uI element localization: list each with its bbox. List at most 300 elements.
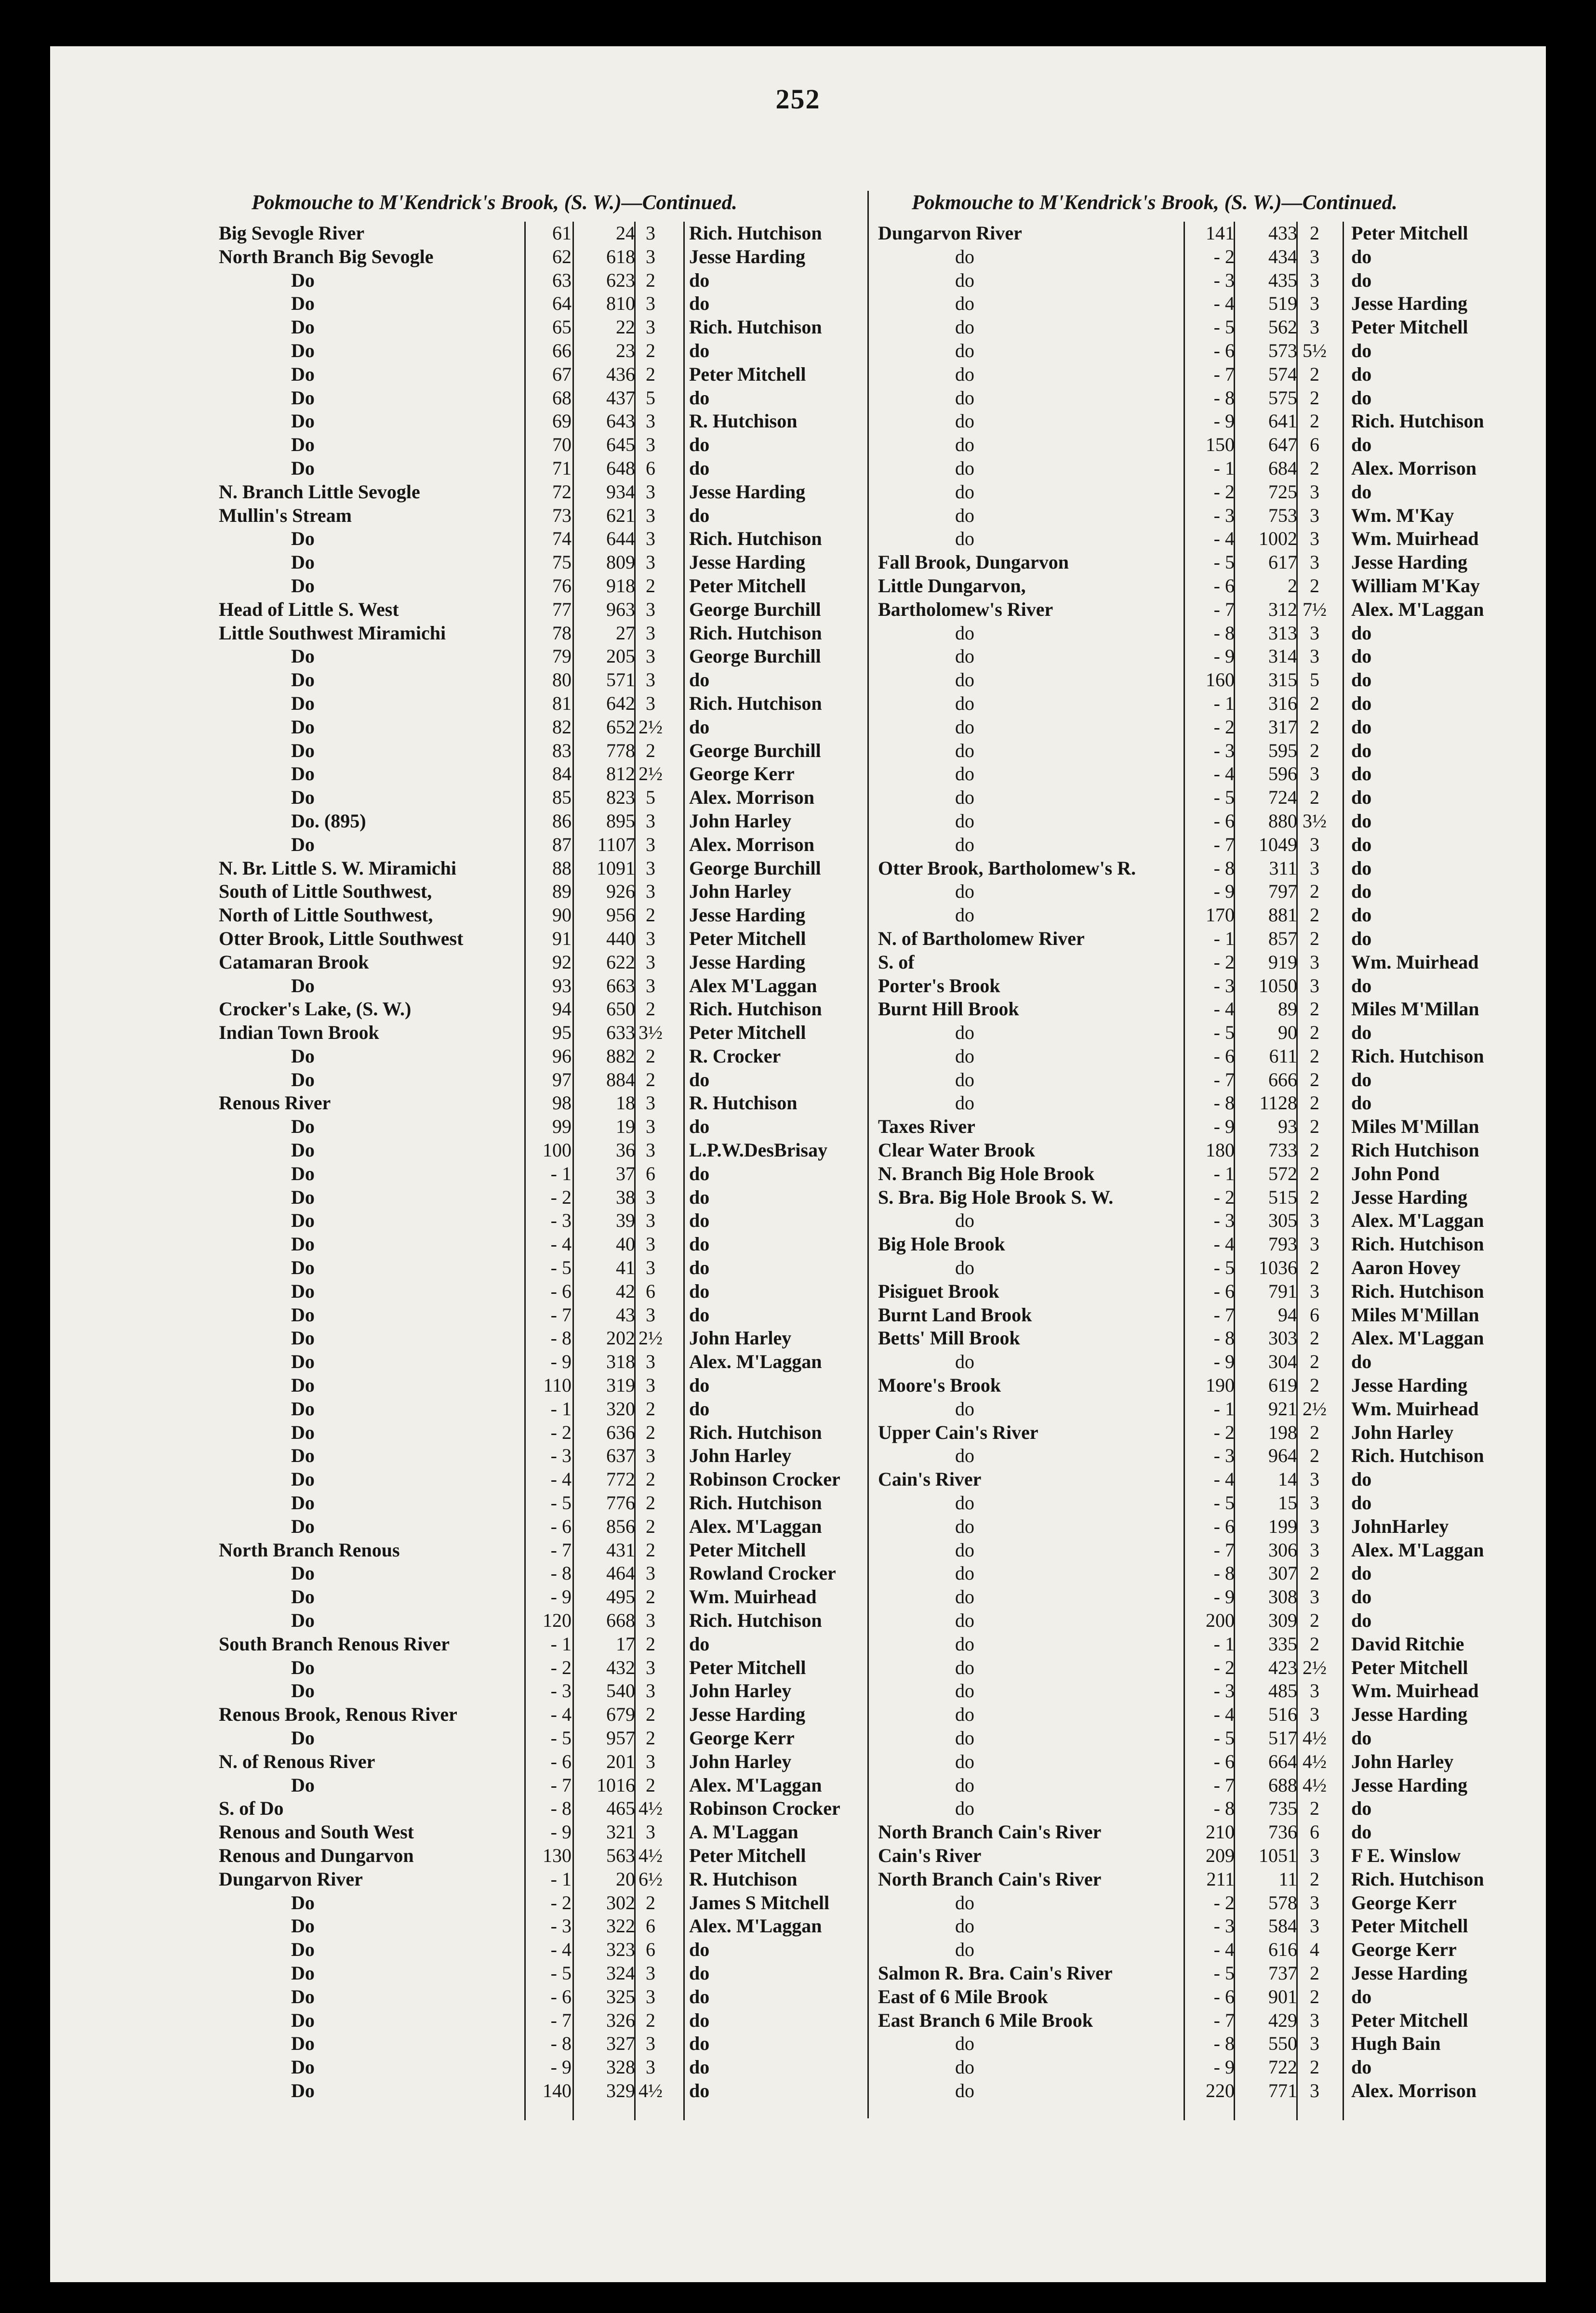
location-name: Catamaran Brook <box>219 951 369 973</box>
acres-value: 312 <box>1268 598 1297 620</box>
class-value: 5 <box>1310 669 1319 691</box>
lot-number: - 3 <box>550 1210 572 1232</box>
class-value: 2 <box>1310 1609 1319 1632</box>
applicant-name: do <box>1351 339 1372 361</box>
column-divider <box>867 191 869 2118</box>
location-name: do <box>955 1562 974 1584</box>
class-value: 2 <box>1310 1092 1319 1114</box>
class-value: 2 <box>1310 927 1319 949</box>
location-name: Do <box>291 1562 315 1584</box>
location-name: Do <box>291 2009 315 2031</box>
applicant-name: Alex. M'Laggan <box>689 1351 822 1373</box>
right-table-row <box>878 480 1514 504</box>
class-value: 2 <box>1310 1985 1319 2007</box>
acres-value: 771 <box>1268 2079 1297 2101</box>
lot-number: 160 <box>1206 669 1235 691</box>
acres-value: 1107 <box>597 833 635 855</box>
location-name: Cain's River <box>878 1844 982 1866</box>
class-value: 2 <box>646 1468 655 1490</box>
applicant-name: Jesse Harding <box>1351 1774 1468 1796</box>
lot-number: 72 <box>552 480 572 503</box>
acres-value: 1049 <box>1259 833 1297 855</box>
location-name: North Branch Renous <box>219 1539 400 1561</box>
location-name: do <box>955 363 974 385</box>
class-value: 2 <box>646 1421 655 1443</box>
lot-number: 62 <box>552 245 572 267</box>
applicant-name: do <box>689 1233 710 1255</box>
right-table-row <box>878 433 1514 457</box>
class-value: 3 <box>646 1092 655 1114</box>
lot-number: 66 <box>552 339 572 361</box>
lot-number: - 7 <box>550 1774 572 1796</box>
lot-number: 141 <box>1206 222 1235 244</box>
right-table-row <box>878 1938 1514 1962</box>
acres-value: 19 <box>616 1116 635 1138</box>
applicant-name: Jesse Harding <box>689 951 806 973</box>
lot-number: - 4 <box>1213 998 1235 1020</box>
location-name: Do <box>291 1303 315 1326</box>
right-table-row <box>878 1985 1514 2009</box>
applicant-name: do <box>689 269 710 291</box>
class-value: 3 <box>646 951 655 973</box>
applicant-name: do <box>689 669 710 691</box>
location-name: do <box>955 528 974 550</box>
acres-value: 515 <box>1268 1186 1297 1208</box>
right-table-row <box>878 1256 1514 1280</box>
location-name: Do <box>291 1468 315 1490</box>
left-table-row <box>219 1186 855 1210</box>
lot-number: - 1 <box>1213 692 1235 714</box>
acres-value: 776 <box>606 1492 635 1514</box>
acres-value: 11 <box>1278 1868 1297 1890</box>
lot-number: 73 <box>552 504 572 526</box>
applicant-name: do <box>1351 1985 1372 2007</box>
class-value: 3 <box>646 504 655 526</box>
location-name: do <box>955 1915 974 1937</box>
lot-number: 140 <box>543 2079 572 2101</box>
lot-number: - 3 <box>1213 1680 1235 1702</box>
class-value: 6 <box>646 1915 655 1937</box>
acres-value: 778 <box>606 739 635 761</box>
lot-number: 70 <box>552 434 572 456</box>
right-table-row <box>878 997 1514 1021</box>
class-value: 3 <box>646 1562 655 1584</box>
acres-value: 735 <box>1268 1797 1297 1820</box>
applicant-name: Jesse Harding <box>1351 551 1468 573</box>
acres-value: 663 <box>606 974 635 997</box>
applicant-name: do <box>1351 810 1372 832</box>
class-value: 3 <box>1310 1891 1319 1914</box>
applicant-name: do <box>1351 1586 1372 1608</box>
right-table-row <box>878 504 1514 528</box>
class-value: 3 <box>646 974 655 997</box>
lot-number: - 3 <box>1213 504 1235 526</box>
lot-number: - 8 <box>1213 386 1235 409</box>
applicant-name: Rich. Hutchison <box>1351 1868 1484 1890</box>
applicant-name: Wm. Muirhead <box>1351 1680 1479 1702</box>
location-name: S. Bra. Big Hole Brook S. W. <box>878 1186 1114 1208</box>
applicant-name: do <box>689 1186 710 1208</box>
class-value: 2 <box>1310 410 1319 432</box>
left-table-row <box>219 739 855 763</box>
acres-value: 464 <box>606 1562 635 1584</box>
acres-value: 17 <box>616 1633 635 1655</box>
applicant-name: Peter Mitchell <box>689 927 806 949</box>
applicant-name: James S Mitchell <box>689 1891 830 1914</box>
applicant-name: George Kerr <box>1351 1891 1457 1914</box>
lot-number: - 4 <box>550 1233 572 1255</box>
right-table-row <box>878 1350 1514 1374</box>
left-table-row <box>219 904 855 927</box>
lot-number: 96 <box>552 1045 572 1067</box>
location-name: Renous and Dungarvon <box>219 1844 414 1866</box>
class-value: 2½ <box>638 1327 663 1349</box>
applicant-name: Alex. Morrison <box>689 833 814 855</box>
location-name: Do <box>291 1515 315 1537</box>
lot-number: 93 <box>552 974 572 997</box>
right-table-row <box>878 1091 1514 1115</box>
class-value: 3 <box>646 1351 655 1373</box>
class-value: 2 <box>1310 1186 1319 1208</box>
applicant-name: Wm. Muirhead <box>1351 528 1479 550</box>
right-table-row <box>878 292 1514 316</box>
applicant-name: Jesse Harding <box>689 551 806 573</box>
lot-number: - 7 <box>1213 1774 1235 1796</box>
acres-value: 429 <box>1268 2009 1297 2031</box>
class-value: 4½ <box>1303 1774 1327 1796</box>
applicant-name: Jesse Harding <box>689 904 806 926</box>
left-table-row <box>219 645 855 668</box>
lot-number: 80 <box>552 669 572 691</box>
applicant-name: John Harley <box>689 1750 792 1772</box>
acres-value: 623 <box>606 269 635 291</box>
acres-value: 306 <box>1268 1539 1297 1561</box>
applicant-name: Jesse Harding <box>689 1703 806 1726</box>
right-column-header: Pokmouche to M'Kendrick's Brook, (S. W.)—Continued. <box>912 191 1397 214</box>
location-name: do <box>955 1750 974 1772</box>
applicant-name: John Harley <box>1351 1750 1454 1772</box>
location-name: Do <box>291 2056 315 2078</box>
lot-number: 77 <box>552 598 572 620</box>
right-table-row <box>878 951 1514 974</box>
acres-value: 36 <box>616 1139 635 1161</box>
right-table-row <box>878 410 1514 433</box>
applicant-name: do <box>1351 857 1372 879</box>
applicant-name: do <box>689 339 710 361</box>
right-table-row <box>878 833 1514 857</box>
acres-value: 596 <box>1268 763 1297 785</box>
location-name: N. Branch Big Hole Brook <box>878 1162 1095 1184</box>
applicant-name: do <box>1351 434 1372 456</box>
lot-number: - 4 <box>1213 528 1235 550</box>
right-table-row <box>878 2009 1514 2033</box>
class-value: 4½ <box>638 1844 663 1866</box>
location-name: Otter Brook, Little Southwest <box>219 927 464 949</box>
applicant-name: Rich. Hutchison <box>689 998 822 1020</box>
left-table-row <box>219 1797 855 1821</box>
applicant-name: Miles M'Millan <box>1351 998 1479 1020</box>
right-table-row <box>878 622 1514 645</box>
left-table-row <box>219 574 855 598</box>
lot-number: - 6 <box>1213 574 1235 597</box>
location-name: Taxes River <box>878 1116 975 1138</box>
class-value: 6 <box>1310 434 1319 456</box>
right-table-row <box>878 1209 1514 1233</box>
lot-number: - 3 <box>1213 974 1235 997</box>
right-table-row <box>878 1115 1514 1139</box>
acres-value: 753 <box>1268 504 1297 526</box>
location-name: do <box>955 2056 974 2078</box>
acres-value: 14 <box>1278 1468 1297 1490</box>
left-table-row <box>219 480 855 504</box>
acres-value: 440 <box>606 927 635 949</box>
location-name: Little Dungarvon, <box>878 574 1026 597</box>
class-value: 3 <box>1310 551 1319 573</box>
location-name: Pisiguet Brook <box>878 1280 999 1302</box>
applicant-name: do <box>1351 1468 1372 1490</box>
class-value: 3 <box>1310 763 1319 785</box>
class-value: 2 <box>646 998 655 1020</box>
applicant-name: John Harley <box>689 880 792 903</box>
acres-value: 89 <box>1278 998 1297 1020</box>
left-table-row <box>219 1562 855 1585</box>
applicant-name: R. Hutchison <box>689 410 798 432</box>
class-value: 3 <box>1310 951 1319 973</box>
location-name: N. of Bartholomew River <box>878 927 1085 949</box>
lot-number: - 5 <box>1213 1257 1235 1279</box>
location-name: do <box>955 810 974 832</box>
applicant-name: Alex. M'Laggan <box>1351 598 1484 620</box>
class-value: 2 <box>646 1492 655 1514</box>
class-value: 3 <box>646 1609 655 1632</box>
acres-value: 435 <box>1268 269 1297 291</box>
applicant-name: Alex. M'Laggan <box>689 1774 822 1796</box>
class-value: 3 <box>646 669 655 691</box>
acres-value: 1051 <box>1259 1844 1297 1866</box>
right-table-row <box>878 1327 1514 1350</box>
applicant-name: do <box>689 1374 710 1396</box>
location-name: Do <box>291 1774 315 1796</box>
lot-number: - 2 <box>1213 951 1235 973</box>
class-value: 2 <box>646 739 655 761</box>
location-name: Head of Little S. West <box>219 598 399 620</box>
applicant-name: Alex. M'Laggan <box>1351 1539 1484 1561</box>
left-table-row <box>219 410 855 433</box>
location-name: do <box>955 739 974 761</box>
left-table-row <box>219 504 855 528</box>
location-name: Do <box>291 1727 315 1749</box>
right-table-row <box>878 1562 1514 1585</box>
right-table-row <box>878 927 1514 951</box>
lot-number: 84 <box>552 763 572 785</box>
class-value: 2½ <box>1303 1397 1327 1420</box>
class-value: 2 <box>1310 363 1319 385</box>
lot-number: 209 <box>1206 1844 1235 1866</box>
acres-value: 641 <box>1268 410 1297 432</box>
acres-value: 423 <box>1268 1656 1297 1678</box>
lot-number: - 6 <box>1213 1280 1235 1302</box>
left-table-row <box>219 1844 855 1868</box>
applicant-name: Jesse Harding <box>1351 1962 1468 1984</box>
location-name: Renous and South West <box>219 1821 414 1843</box>
location-name: do <box>955 1445 974 1467</box>
location-name: Do <box>291 763 315 785</box>
location-name: Do <box>291 1656 315 1678</box>
applicant-name: do <box>689 716 710 738</box>
lot-number: - 2 <box>550 1421 572 1443</box>
applicant-name: Aaron Hovey <box>1351 1257 1461 1279</box>
class-value: 2 <box>1310 222 1319 244</box>
class-value: 3 <box>646 833 655 855</box>
acres-value: 584 <box>1268 1915 1297 1937</box>
lot-number: 88 <box>552 857 572 879</box>
class-value: 3 <box>1310 622 1319 644</box>
lot-number: 91 <box>552 927 572 949</box>
acres-value: 18 <box>616 1092 635 1114</box>
acres-value: 550 <box>1268 2033 1297 2055</box>
acres-value: 684 <box>1268 457 1297 479</box>
class-value: 2 <box>1310 386 1319 409</box>
lot-number: - 3 <box>550 1445 572 1467</box>
class-value: 2 <box>1310 739 1319 761</box>
class-value: 3 <box>1310 1680 1319 1702</box>
location-name: Do <box>291 1233 315 1255</box>
lot-number: 83 <box>552 739 572 761</box>
acres-value: 324 <box>606 1962 635 1984</box>
applicant-name: Peter Mitchell <box>689 1022 806 1044</box>
applicant-name: do <box>1351 904 1372 926</box>
class-value: 3 <box>646 1210 655 1232</box>
lot-number: 75 <box>552 551 572 573</box>
applicant-name: A. M'Laggan <box>689 1821 798 1843</box>
applicant-name: Alex. M'Laggan <box>689 1915 822 1937</box>
class-value: 3 <box>646 645 655 667</box>
left-table-row <box>219 1633 855 1656</box>
left-table-row <box>219 927 855 951</box>
acres-value: 884 <box>606 1068 635 1090</box>
applicant-name: do <box>1351 622 1372 644</box>
location-name: Dungarvon River <box>219 1868 363 1890</box>
right-table-row <box>878 1468 1514 1491</box>
class-value: 2 <box>646 1703 655 1726</box>
location-name: Do <box>291 692 315 714</box>
lot-number: - 6 <box>1213 1750 1235 1772</box>
applicant-name: do <box>689 2079 710 2101</box>
applicant-name: Jesse Harding <box>1351 1703 1468 1726</box>
class-value: 3 <box>646 1985 655 2007</box>
lot-number: 71 <box>552 457 572 479</box>
left-table-row <box>219 833 855 857</box>
left-table-row <box>219 1585 855 1609</box>
right-table-row <box>878 1515 1514 1539</box>
applicant-name: Rich. Hutchison <box>1351 410 1484 432</box>
applicant-name: George Kerr <box>1351 1939 1457 1961</box>
location-name: do <box>955 786 974 809</box>
left-table-row <box>219 527 855 551</box>
left-table-row <box>219 1609 855 1633</box>
acres-value: 302 <box>606 1891 635 1914</box>
class-value: 3 <box>1310 269 1319 291</box>
acres-value: 882 <box>606 1045 635 1067</box>
acres-value: 668 <box>606 1609 635 1632</box>
applicant-name: George Burchill <box>689 598 821 620</box>
applicant-name: do <box>1351 763 1372 785</box>
acres-value: 465 <box>606 1797 635 1820</box>
right-table-row <box>878 762 1514 786</box>
acres-value: 562 <box>1268 316 1297 338</box>
acres-value: 578 <box>1268 1891 1297 1914</box>
lot-number: 63 <box>552 269 572 291</box>
acres-value: 733 <box>1268 1139 1297 1161</box>
applicant-name: do <box>1351 833 1372 855</box>
class-value: 3 <box>646 316 655 338</box>
location-name: Mullin's Stream <box>219 504 352 526</box>
applicant-name: do <box>1351 269 1372 291</box>
location-name: Do <box>291 363 315 385</box>
acres-value: 313 <box>1268 622 1297 644</box>
lot-number: - 7 <box>1213 1068 1235 1090</box>
applicant-name: do <box>689 292 710 315</box>
acres-value: 431 <box>606 1539 635 1561</box>
lot-number: 76 <box>552 574 572 597</box>
location-name: Big Sevogle River <box>219 222 365 244</box>
acres-value: 38 <box>616 1186 635 1208</box>
lot-number: - 5 <box>1213 786 1235 809</box>
lot-number: - 8 <box>550 1562 572 1584</box>
lot-number: - 6 <box>1213 1515 1235 1537</box>
class-value: 3 <box>1310 245 1319 267</box>
applicant-name: Peter Mitchell <box>689 1539 806 1561</box>
location-name: do <box>955 410 974 432</box>
left-table-row <box>219 1327 855 1350</box>
right-table-row <box>878 1656 1514 1680</box>
lot-number: 210 <box>1206 1821 1235 1843</box>
applicant-name: do <box>1351 1821 1372 1843</box>
lot-number: 200 <box>1206 1609 1235 1632</box>
class-value: 2 <box>1310 786 1319 809</box>
location-name: do <box>955 833 974 855</box>
acres-value: 772 <box>606 1468 635 1490</box>
class-value: 2 <box>646 1586 655 1608</box>
class-value: 3 <box>646 1303 655 1326</box>
left-table-row <box>219 810 855 833</box>
lot-number: - 3 <box>1213 739 1235 761</box>
applicant-name: do <box>1351 1727 1372 1749</box>
class-value: 2½ <box>638 763 663 785</box>
lot-number: - 3 <box>550 1915 572 1937</box>
acres-value: 205 <box>606 645 635 667</box>
location-name: Do <box>291 1586 315 1608</box>
applicant-name: Peter Mitchell <box>1351 1915 1468 1937</box>
right-table-row <box>878 1914 1514 1938</box>
right-table-row <box>878 363 1514 386</box>
location-name: do <box>955 1797 974 1820</box>
class-value: 3 <box>646 598 655 620</box>
acres-value: 317 <box>1268 716 1297 738</box>
location-name: Do <box>291 1186 315 1208</box>
left-table-row <box>219 1491 855 1515</box>
applicant-name: Peter Mitchell <box>689 1844 806 1866</box>
class-value: 6 <box>646 1162 655 1184</box>
location-name: Do <box>291 645 315 667</box>
left-table-row <box>219 386 855 410</box>
lot-number: 82 <box>552 716 572 738</box>
left-table-row <box>219 1397 855 1421</box>
applicant-name: do <box>1351 739 1372 761</box>
class-value: 3 <box>646 1139 655 1161</box>
class-value: 3 <box>646 880 655 903</box>
class-value: 2 <box>1310 1868 1319 1890</box>
